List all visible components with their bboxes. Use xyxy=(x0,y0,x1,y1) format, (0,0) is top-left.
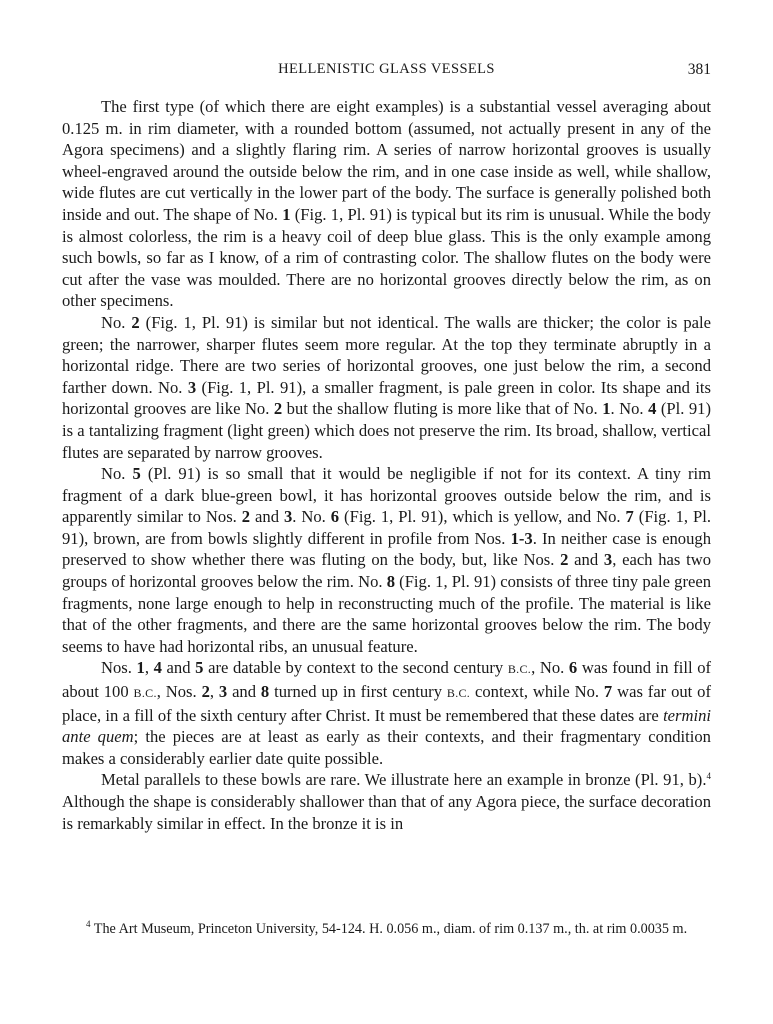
paragraph: The first type (of which there are eight examples) is a substantial vessel averaging about 0.125 m. in rim diameter, with a rounded bottom (assumed, not actually present in any of the Agora specimens) and a slightly flaring rim. A series of narrow horizontal grooves is usually wheel-engraved around the outside below the rim, and in one case inside as well, while shallow, wide flutes are cut vertically in the lower part of the body. The surface is generally polished both inside and out. The shape of No. 1 (Fig. 1, Pl. 91) is typical but its rim is unusual. While the body is almost colorless, the rim is a heavy coil of deep blue glass. This is the only example among such bowls, so far as I know, of a rim of contrasting color. The shallow flutes on the body were cut after the vase was moulded. There are no horizontal grooves directly below the rim, as on other specimens. xyxy=(62,97,711,311)
paragraph: Metal parallels to these bowls are rare. We illustrate here an example in bronze (Pl. 91, b).$^4$ Although the shape is considerably shallower than that of any Agora piece, the surface decoration is remarkably similar in effect. In the bronze it is in xyxy=(62,770,711,833)
footnote-text: The Art Museum, Princeton University, 54-124. H. 0.056 m., diam. of rim 0.137 m., th. at rim 0.0035 m. xyxy=(93,921,688,937)
footnote-reference: 4 xyxy=(706,771,711,782)
page-number: 381 xyxy=(687,61,711,78)
footnote-marker: 4 xyxy=(86,919,91,929)
body-text xyxy=(62,96,711,834)
running-head xyxy=(62,61,711,81)
footnote xyxy=(62,919,711,939)
paragraph: Nos. 1, 4 and 5 are datable by context to the second century B.C., No. 6 was found in fill of about 100 B.C., Nos. 2, 3 and 8 turned up in first century B.C. context, while No. 7 was far out of place, in a fill of the sixth century after Christ. It must be remembered that these dates are termini ante quem; the pieces are at least as early as their contexts, and their fragmentary condition makes a considerably earlier date quite possible. xyxy=(62,658,712,768)
paragraph: No. 5 (Pl. 91) is so small that it would be negligible if not for its context. A tiny rim fragment of a dark blue-green bowl, it has horizontal grooves outside below the rim, and is apparently similar to Nos. 2 and 3. No. 6 (Fig. 1, Pl. 91), which is yellow, and No. 7 (Fig. 1, Pl. 91), brown, are from bowls slightly different in profile from Nos. 1-3. In neither case is enough preserved to show whether there was fluting on the body, but, like Nos. 2 and 3, each has two groups of horizontal grooves below the rim. No. 8 (Fig. 1, Pl. 91) consists of three tiny pale green fragments, none large enough to help in reconstructing much of the profile. The material is like that of the other fragments, and there are the same horizontal grooves below the rim. The body seems to have had horizontal ribs, an unusual feature. xyxy=(62,464,712,656)
paragraph: No. 2 (Fig. 1, Pl. 91) is similar but not identical. The walls are thicker; the color is pale green; the narrower, sharper flutes seem more regular. At the top they terminate abruptly in a horizontal ridge. There are two series of horizontal grooves, one just below the rim, a second farther down. No. 3 (Fig. 1, Pl. 91), a smaller fragment, is pale green in color. Its shape and its horizontal grooves are like No. 2 but the shallow fluting is more like that of No. 1. No. 4 (Pl. 91) is a tantalizing fragment (light green) which does not preserve the rim. Its broad, shallow, vertical flutes are separated by narrow grooves. xyxy=(62,312,711,462)
running-title: HELLENISTIC GLASS VESSELS xyxy=(278,61,495,77)
